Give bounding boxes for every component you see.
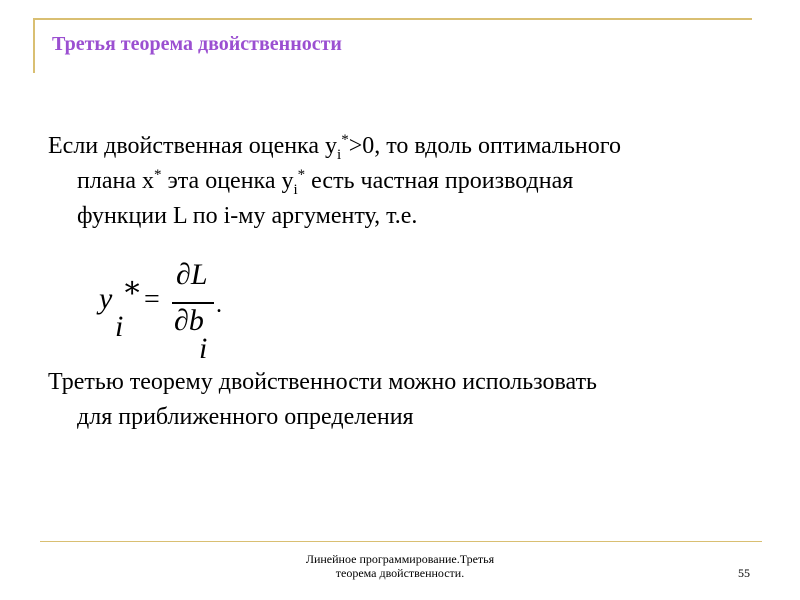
footer-line-1: Линейное программирование.Третья: [305, 552, 495, 566]
formula-denominator-index: i: [199, 332, 208, 365]
formula-period: .: [216, 292, 222, 318]
paragraph-line-1: Если двойственная оценка $y_i^*>0$, то вдоль оптимального: [48, 132, 622, 163]
formula-index-i: i: [115, 310, 124, 343]
slide-title: Третья теорема двойственности: [52, 33, 342, 55]
formula-star: ∗: [122, 271, 143, 304]
paragraph-theorem: [48, 129, 768, 234]
footer-caption: [280, 552, 520, 580]
formula-denominator: ∂b: [174, 304, 204, 337]
paragraph-line-1: Третью теорему двойственности можно использовать: [48, 369, 597, 395]
footer-rule: [40, 541, 762, 542]
top-rule: [33, 18, 752, 20]
left-rule: [33, 18, 35, 73]
paragraph-usage: [48, 365, 768, 435]
formula: [92, 258, 242, 370]
footer-line-2: теорема двойственности.: [335, 566, 465, 580]
formula-numerator: ∂L: [176, 258, 208, 291]
paragraph-line-2: плана x* эта оценка $y_i^*$ есть частная производная: [77, 167, 574, 198]
formula-y: y: [99, 282, 113, 315]
paragraph-line-3: функции L по i-му аргументу, т.е.: [77, 203, 418, 229]
paragraph-line-2: для приближенного определения: [77, 404, 414, 430]
page-number: 55: [738, 566, 750, 580]
formula-equals: =: [144, 284, 160, 315]
